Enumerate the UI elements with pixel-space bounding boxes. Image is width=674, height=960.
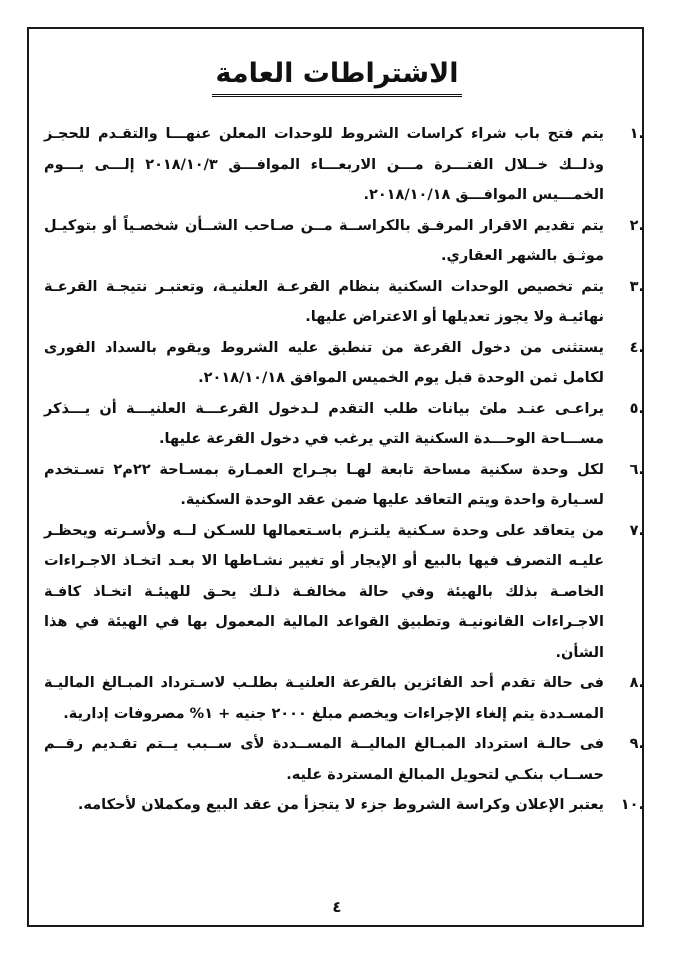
clause-item — [44, 119, 644, 211]
clause-item — [44, 211, 644, 272]
clause-text: يتم فتح باب شراء كراسات الشروط للوحدات المعلن عنهـــا والتقـدم للحجـز وذلــك خــلال الفتـــرة مـــن الاربعـــاء الموافـــق ٢٠١٨/١٠/٣ إلـــى يـــوم الخمـــيس الموافـــق ٢٠١٨/١٠/١٨. — [44, 126, 604, 203]
clause-number: .٣ — [629, 278, 644, 295]
clause-text: من يتعاقد على وحدة سـكنية يلتـزم باسـتعمالها للسـكن لــه ولأسـرته ويحظـر عليـه التصرف فيها بالبيع أو الإيجار أو تغيير نشـاطها الا بعـد اتخـاذ الاجـراءات الخاصـة بذلك بالهيئة وفي حالة مخالفـة ذلـك يحـق للهيئـة اتخـاذ كافـة الاجـراءات القانونيـة وتطبيق القواعد المالية المعمول بها في الهيئة في هذا الشأن. — [44, 522, 604, 661]
clause-text: يراعـى عنـد ملئ بيانات طلب التقدم لـدخول القرعـــة العلنيـــة أن يـــذكر مســـاحة الوحـــدة السكنية التي يرغب في دخول القرعة عليها. — [44, 400, 604, 447]
clause-text: فى حالة تقدم أحد الفائزين بالقرعة العلنيـة بطلـب لاسـترداد المبـالغ الماليـة المسـددة يتم إلغاء الإجراءات ويخصم مبلغ ٢٠٠٠ جنيه + ١% مصروفات إدارية. — [44, 675, 604, 722]
clause-number: .٩ — [629, 736, 644, 752]
clause-item — [44, 729, 644, 790]
clause-number: .٥ — [629, 400, 644, 417]
clause-item — [44, 668, 644, 729]
clause-text: فى حالـة استرداد المبـالغ الماليــة المســددة لأى ســبب يــتم تقـديم رقــم حســاب بنكـي لتحويل المبالغ المستردة عليه. — [44, 736, 604, 783]
clause-number: .٢ — [629, 217, 644, 234]
clause-item — [44, 516, 644, 669]
clause-item — [44, 455, 644, 516]
clause-number: .١ — [629, 126, 644, 142]
clause-number: .١٠ — [620, 797, 644, 813]
clause-number: .٧ — [629, 522, 644, 539]
clause-number: .٤ — [629, 339, 644, 356]
clause-text: يعتبر الإعلان وكراسة الشروط جزء لا يتجزأ من عقد البيع ومكملان لأحكامه. — [77, 797, 604, 813]
clause-number: .٨ — [629, 675, 644, 691]
clause-item — [44, 272, 644, 333]
clause-item — [44, 394, 644, 455]
clause-text: يتم تخصيص الوحدات السكنية بنظام القرعـة العلنيـة، وتعتبـر نتيجـة القرعـة نهائيـة ولا يجوز تعديلها أو الاعتراض عليها. — [44, 278, 604, 325]
clause-text: يستثنى من دخول القرعة من تنطبق عليه الشروط ويقوم بالسداد الفورى لكامل ثمن الوحدة قبل يوم الخميس الموافق ٢٠١٨/١٠/١٨. — [44, 339, 604, 386]
clause-text: يتم تقديم الاقرار المرفـق بالكراســة مــن صـاحب الشــأن شخصـياً أو بتوكيـل موثـق بالشهر العقاري. — [44, 217, 604, 264]
title-container — [0, 56, 674, 97]
clause-item — [44, 790, 644, 821]
clauses-list — [44, 119, 644, 821]
document-title: الاشتراطات العامة — [212, 56, 463, 97]
clause-text: لكل وحدة سكنية مساحة تابعة لهـا بجـراج العمـارة بمسـاحة ٢٢م٢ تسـتخدم لسـيارة واحدة ويتم التعاقد عليها ضمن عقد الوحدة السكنية. — [44, 461, 605, 508]
clause-number: .٦ — [629, 461, 644, 478]
clause-item — [44, 333, 644, 394]
page-number: ٤ — [332, 898, 342, 916]
